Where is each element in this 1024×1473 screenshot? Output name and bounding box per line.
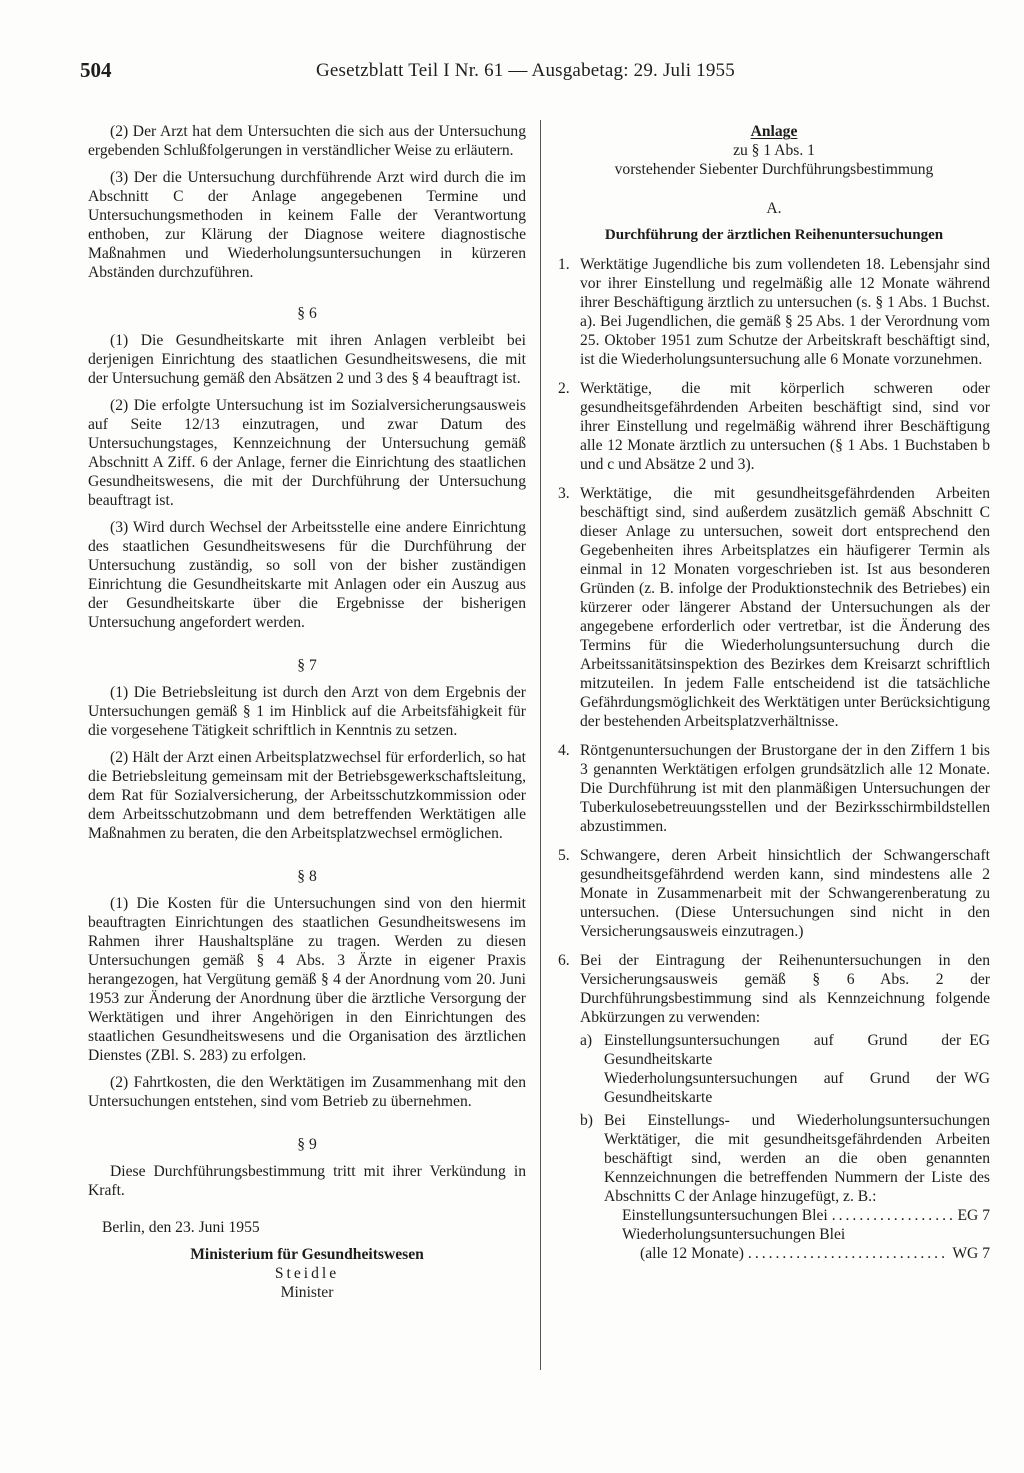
paragraph: (1) Die Gesundheitskarte mit ihren Anlagen verbleibt bei derjenigen Einrichtung des staatlichen Gesundheitswesens, die mit der Untersuchung gemäß den Absätzen 2 und 3 des § 4 beauftragt ist. <box>88 332 526 387</box>
sub-item-a <box>580 1031 990 1107</box>
paragraph: (3) Wird durch Wechsel der Arbeitsstelle eine andere Einrichtung des staatlichen Gesundheitswesens für die Durchführung der Untersuchung zuständig, so soll von der bisher zuständigen Einrichtung die Gesundheitskarte mit Anlagen oder ein Auszug aus der Gesundheitskarte über die Ergebnisse der bisherigen Untersuchung angefordert werden. <box>88 519 526 631</box>
gazette-header: Gesetzblatt Teil I Nr. 61 — Ausgabetag: 29. Juli 1955 <box>316 60 735 81</box>
code-label: Einstellungsuntersuchungen Blei <box>622 1207 828 1224</box>
code-line <box>604 1031 990 1069</box>
item-number: 2. <box>558 380 570 397</box>
list-item <box>558 484 990 731</box>
code-label: Einstellungsuntersuchungen auf Grund der Gesundheitskarte <box>604 1032 962 1068</box>
list-item <box>558 741 990 836</box>
list-item <box>558 255 990 369</box>
paragraph: (1) Die Betriebsleitung ist durch den Arzt von dem Ergebnis der Untersuchungen gemäß § 1 im Hinblick auf die Arbeitsfähigkeit für die vorgesehene Tätigkeit schriftlich in Kenntnis zu setzen. <box>88 684 526 739</box>
section-heading-8: § 8 <box>297 868 317 885</box>
leader-dots <box>748 1244 948 1263</box>
sub-item-text: Bei Einstellungs- und Wiederholungsuntersuchungen Werktätiger, die mit gesundheitsgefährdenden Arbeiten beschäftigt sind, werden an die oben genannten Kennzeichnungen die betreffenden Nummern der Liste des Abschnitts C der Anlage hinzugefügt, z. B.: <box>604 1112 990 1205</box>
item-number: 4. <box>558 742 570 759</box>
paragraph: (3) Der die Untersuchung durchführende Arzt wird durch die im Abschnitt C der Anlage angegebenen Termine und Untersuchungsmethoden in keinem Falle der Verantwortung enthoben, zur Klärung der Diagnose weitere diagnostische Maßnahmen und Wiederholungsuntersuchungen in kürzeren Abständen durchzuführen. <box>88 169 526 281</box>
page-number: 504 <box>80 58 112 82</box>
sub-item-letter: a) <box>580 1032 593 1049</box>
left-column <box>88 122 526 1302</box>
item-number: 1. <box>558 256 570 273</box>
numbered-list <box>558 255 990 1263</box>
section-heading-7: § 7 <box>297 657 317 674</box>
signer-name: Steidle <box>274 1265 340 1282</box>
item-number: 3. <box>558 485 570 502</box>
code-label: (alle 12 Monate) <box>640 1245 744 1262</box>
paragraph: Diese Durchführungsbestimmung tritt mit ihrer Verkündung in Kraft. <box>88 1163 526 1199</box>
code-label: Wiederholungsuntersuchungen auf Grund der Gesundheitskarte <box>604 1070 957 1106</box>
item-text: Bei der Eintragung der Reihenuntersuchungen in den Versicherungsausweis gemäß § 6 Abs. 2 der Durchführungsbestimmung sind als Kennzeichnung folgende Abkürzungen zu verwenden: <box>580 952 990 1026</box>
paragraph: (2) Die erfolgte Untersuchung ist im Sozialversicherungsausweis auf Seite 12/13 einzutragen, und zwar Datum des Untersuchungstages, Kennzeichnung der Untersuchung gemäß Abschnitt A Ziff. 6 der Anlage, ferner die Einrichtung des staatlichen Gesundheitswesens, die mit der Durchführung der Untersuchung beauftragt ist. <box>88 397 526 509</box>
column-divider <box>540 120 541 1370</box>
item-text: Werktätige Jugendliche bis zum vollendeten 18. Lebensjahr sind vor ihrer Einstellung und regelmäßig alle 12 Monate während ihrer Beschäftigung ärztlich zu untersuchen (s. § 1 Abs. 1 Buchst. a). Bei Jugendlichen, die gemäß § 25 Abs. 1 der Verordnung vom 25. Oktober 1951 zum Schutze der Arbeitskraft beschäftigt sind, ist die Wiederholungsuntersuchung alle 6 Monate vorzunehmen. <box>580 256 990 368</box>
paragraph: (1) Die Kosten für die Untersuchungen sind von den hiermit beauftragten Einrichtungen des staatlichen Gesundheitswesens im Rahmen ihrer Haushaltspläne zu tragen. Werden zu diesen Untersuchungen gemäß § 4 Abs. 3 Ärzte in eigener Praxis herangezogen, hat Vergütung gemäß § 4 der Anordnung vom 20. Juni 1953 zur Änderung der Anordnung über die ärztliche Versorgung der Werktätigen und ihrer Angehörigen in den Einrichtungen des staatlichen Gesundheitswesens und die Organisation des ärztlichen Dienstes (ZBl. S. 283) zu erfolgen. <box>88 895 526 1064</box>
ministry-name: Ministerium für Gesundheitswesen <box>190 1246 424 1263</box>
list-item <box>558 846 990 941</box>
code-value: WG <box>964 1070 990 1087</box>
right-column <box>558 122 990 1273</box>
item-text: Werktätige, die mit gesundheitsgefährdenden Arbeiten beschäftigt sind, sind außerdem zusätzlich gemäß Abschnitt C dieser Anlage zu untersuchen, soweit dort entsprechend den Gegebenheiten ihres Arbeitsplatzes ein häufigerer Termin als einmal in 12 Monaten vorgeschrieben ist. Ist aus besonderen Gründen (z. B. infolge der Produktionstechnik des Betriebes) ein kürzerer oder längerer Abstand der Untersuchungen als der angegebene erforderlich oder vertretbar, ist die Änderung des Termins für die Wiederholungsuntersuchung durch die Arbeitssanitätsinspektion des Bezirkes dem Kreisarzt schriftlich mitzuteilen. In jedem Falle entscheidend ist die tatsächliche Gefährdungsmöglichkeit des Werktätigen unter Berücksichtigung der bestehenden Arbeitsplatzverhältnisse. <box>580 485 990 730</box>
paragraph: (2) Hält der Arzt einen Arbeitsplatzwechsel für erforderlich, so hat die Betriebsleitung gemeinsam mit der Betriebsgewerkschaftsleitung, dem Rat für Sozialversicherung, der Arbeitsschutzkommission oder dem Arbeitsschutzobmann und dem betreffenden Werktätigen alle Maßnahmen zu beraten, die den Arbeitsplatzwechsel ermöglichen. <box>88 749 526 842</box>
annex-ref-line2: vorstehender Siebenter Durchführungsbestimmung <box>614 161 934 178</box>
code-line <box>604 1206 990 1225</box>
list-item <box>558 951 990 1263</box>
code-line <box>604 1069 990 1107</box>
annex-ref-line1: zu § 1 Abs. 1 <box>733 142 815 159</box>
item-number: 5. <box>558 847 570 864</box>
list-item <box>558 379 990 474</box>
section-heading-9: § 9 <box>297 1136 317 1153</box>
sub-item-b <box>580 1111 990 1263</box>
item-text: Schwangere, deren Arbeit hinsichtlich der Schwangerschaft gesundheitsgefährdend werden kann, sind mindestens alle 2 Monate in Zusammenarbeit mit der Schwangerenberatung zu untersuchen. (Diese Untersuchungen sind nicht in den Versicherungsausweis einzutragen.) <box>580 847 990 940</box>
code-value: WG 7 <box>952 1245 990 1262</box>
item-number: 6. <box>558 952 570 969</box>
item-text: Werktätige, die mit körperlich schweren oder gesundheitsgefährdenden Arbeiten beschäftigt sind, sind vor ihrer Einstellung und regelmäßig während ihrer Beschäftigung alle 12 Monate ärztlich zu untersuchen (§ 1 Abs. 1 Buchstaben b und c und Absätze 2 und 3). <box>580 380 990 473</box>
paragraph: (2) Fahrtkosten, die den Werktätigen im Zusammenhang mit den Untersuchungen entstehen, sind vom Betrieb zu übernehmen. <box>88 1074 526 1110</box>
leader-dots <box>832 1206 954 1225</box>
place-date: Berlin, den 23. Juni 1955 <box>102 1219 260 1236</box>
code-value: EG 7 <box>957 1207 990 1224</box>
signer-role: Minister <box>280 1284 334 1301</box>
annex-title: Anlage <box>750 123 798 140</box>
sub-item-letter: b) <box>580 1112 593 1129</box>
section-letter: A. <box>766 200 782 217</box>
section-heading-6: § 6 <box>297 305 317 322</box>
paragraph: (2) Der Arzt hat dem Untersuchten die sich aus der Untersuchung ergebenden Schlußfolgerungen in verständlicher Weise zu erläutern. <box>88 123 526 159</box>
code-value: EG <box>969 1032 990 1049</box>
item-text: Röntgenuntersuchungen der Brustorgane der in den Ziffern 1 bis 3 genannten Werktätigen erfolgen grundsätzlich alle 12 Monate. Die Durchführung ist mit den planmäßigen Untersuchungen der Tuberkulosebetreuungsstellen und der Bezirksschirmbildstellen abzustimmen. <box>580 742 990 835</box>
code-line <box>604 1244 990 1263</box>
annex-heading: Durchführung der ärztlichen Reihenuntersuchungen <box>604 227 944 243</box>
code-label: Wiederholungsuntersuchungen Blei <box>622 1226 846 1243</box>
